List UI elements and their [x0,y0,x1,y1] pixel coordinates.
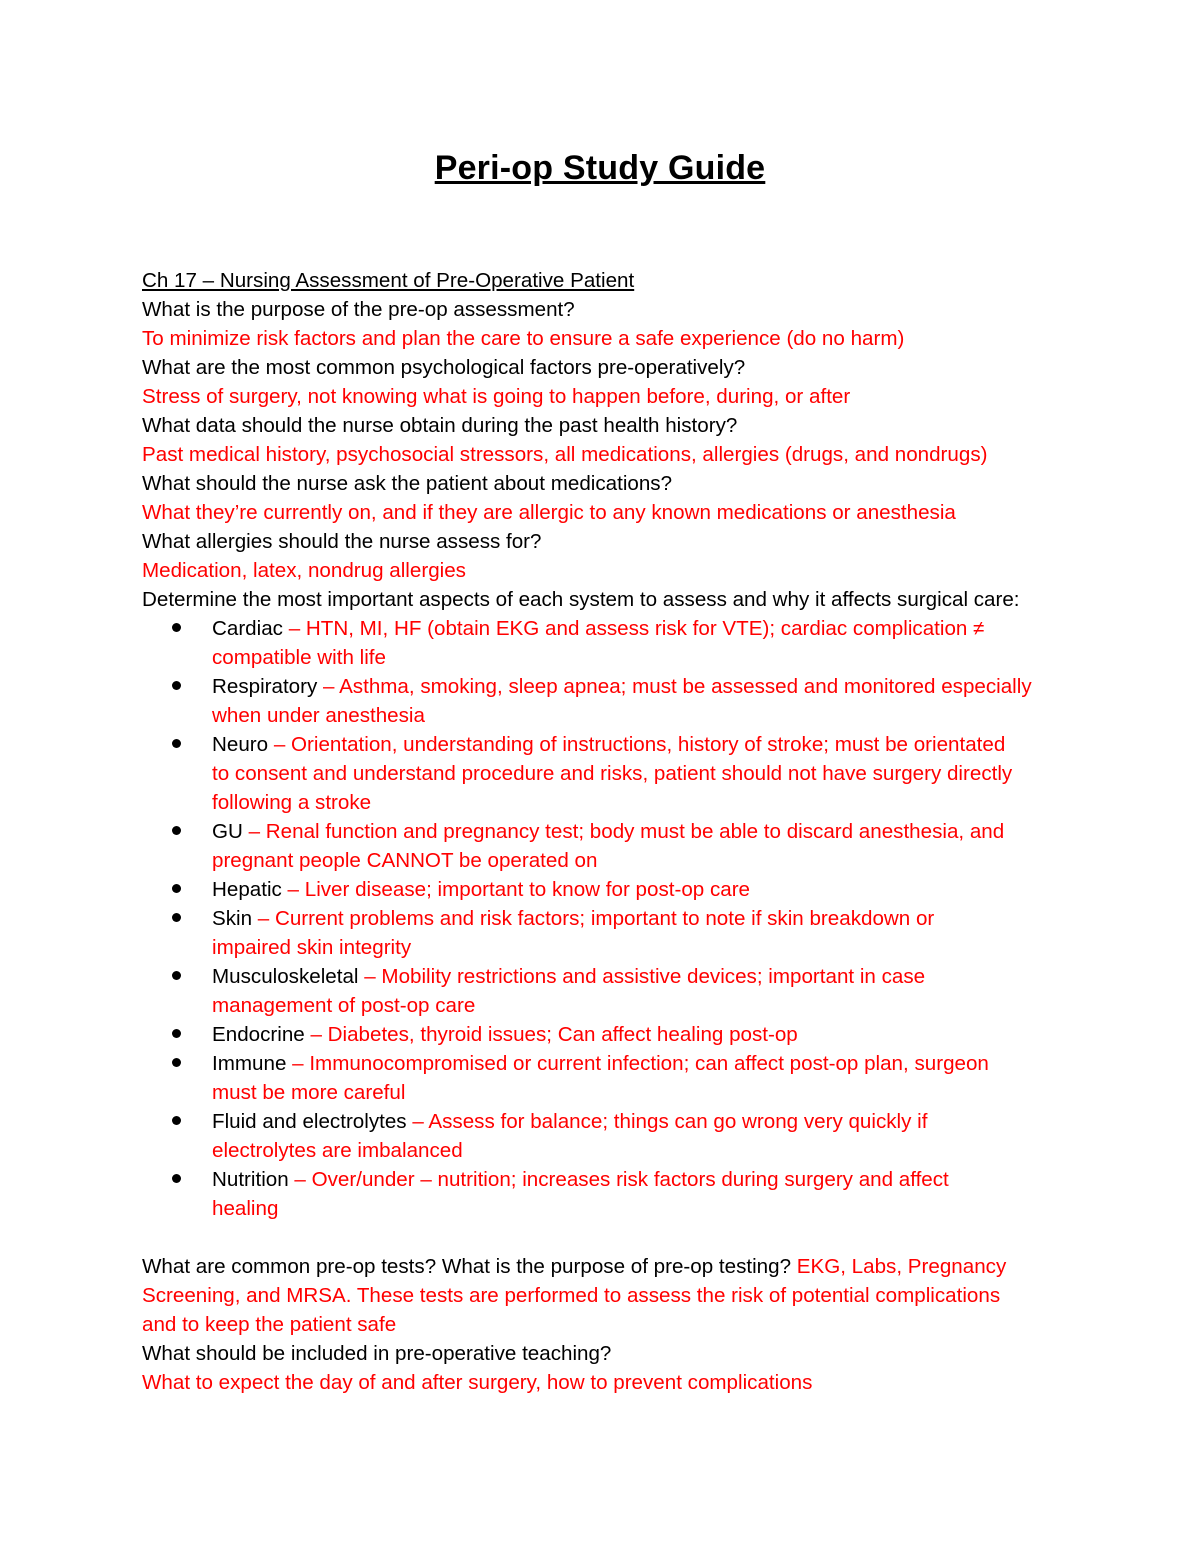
question-text: What should the nurse ask the patient about medications? [142,472,673,495]
system-label: Neuro [212,733,269,756]
system-dash: – [282,617,306,640]
system-dash: – [358,965,382,988]
bullet-icon [172,739,181,748]
document-body [142,266,1072,1397]
tests-answer: Screening, and MRSA. These tests are performed to assess the risk of potential complications [142,1284,1001,1307]
system-detail: Mobility restrictions and assistive devices; important in case [381,965,926,988]
system-label: Respiratory [212,675,318,698]
system-detail: must be more careful [212,1081,406,1104]
qa-list [142,295,1072,585]
system-detail: when under anesthesia [212,704,425,727]
tests-answer: EKG, Labs, Pregnancy [796,1255,1007,1278]
bullet-icon [172,826,181,835]
system-detail: Immunocompromised or current infection; can affect post-op plan, surgeon [309,1052,989,1075]
teaching-answer: What to expect the day of and after surgery, how to prevent complications [142,1371,813,1394]
system-detail: to consent and understand procedure and risks, patient should not have surgery directly [212,762,1013,785]
answer-text: What they’re currently on, and if they are allergic to any known medications or anesthesia [142,501,956,524]
chapter-heading: Ch 17 – Nursing Assessment of Pre-Operative Patient [142,269,635,292]
system-detail: impaired skin integrity [212,936,412,959]
system-detail: compatible with life [212,646,386,669]
document-title: Peri-op Study Guide [434,149,766,187]
tests-answer: and to keep the patient safe [142,1313,397,1336]
system-label: Hepatic [212,878,282,901]
bullet-icon [172,1029,181,1038]
system-label: Fluid and electrolytes [212,1110,407,1133]
system-dash: – [268,733,291,756]
tests-section [142,1252,1072,1339]
bullet-icon [172,913,181,922]
bullet-icon [172,1058,181,1067]
system-item-respiratory [142,672,1072,730]
question-text: What data should the nurse obtain during the past health history? [142,414,738,437]
system-item-gu [142,817,1072,875]
answer-text: Past medical history, psychosocial stressors, all medications, allergies (drugs, and nondrugs) [142,443,988,466]
answer-text: To minimize risk factors and plan the care to ensure a safe experience (do no harm) [142,327,905,350]
systems-prompt: Determine the most important aspects of each system to assess and why it affects surgical care: [142,588,1020,611]
system-item-hepatic [142,875,1072,904]
system-label: Cardiac [212,617,283,640]
answer-text: Stress of surgery, not knowing what is going to happen before, during, or after [142,385,851,408]
teaching-question: What should be included in pre-operative teaching? [142,1342,612,1365]
bullet-icon [172,1174,181,1183]
system-detail: healing [212,1197,279,1220]
system-detail: management of post-op care [212,994,476,1017]
bullet-icon [172,681,181,690]
question-text: What allergies should the nurse assess for? [142,530,542,553]
system-dash: – [242,820,266,843]
bullet-icon [172,623,181,632]
bullet-icon [172,971,181,980]
system-dash: – [286,1052,310,1075]
system-detail: Diabetes, thyroid issues; Can affect healing post-op [327,1023,798,1046]
system-item-neuro [142,730,1072,817]
question-text: What are the most common psychological factors pre-operatively? [142,356,746,379]
system-label: Skin [212,907,253,930]
system-detail: Liver disease; important to know for post-op care [304,878,751,901]
system-label: Musculoskeletal [212,965,359,988]
system-dash: – [317,675,340,698]
system-detail: Over/under – nutrition; increases risk factors during surgery and affect [311,1168,949,1191]
system-label: Immune [212,1052,287,1075]
system-dash: – [281,878,305,901]
paragraph-spacer [142,1223,1072,1252]
bullet-icon [172,884,181,893]
system-item-nutrition [142,1165,1072,1223]
systems-bullet-list [142,614,1072,1223]
system-item-cardiac [142,614,1072,672]
system-item-fluid-electrolytes [142,1107,1072,1165]
system-label: GU [212,820,243,843]
system-detail: Asthma, smoking, sleep apnea; must be assessed and monitored especially [339,675,1032,698]
answer-text: Medication, latex, nondrug allergies [142,559,466,582]
system-detail: electrolytes are imbalanced [212,1139,463,1162]
system-dash: – [304,1023,328,1046]
system-detail: Orientation, understanding of instructions, history of stroke; must be orientated [291,733,1006,756]
system-detail: pregnant people CANNOT be operated on [212,849,598,872]
system-label: Endocrine [212,1023,305,1046]
system-dash: – [406,1110,429,1133]
system-item-musculoskeletal [142,962,1072,1020]
bullet-icon [172,1116,181,1125]
tests-question: What are common pre-op tests? What is the purpose of pre-op testing? [142,1255,797,1278]
system-item-immune [142,1049,1072,1107]
system-detail: Assess for balance; things can go wrong very quickly if [428,1110,928,1133]
system-detail: HTN, MI, HF (obtain EKG and assess risk for VTE); cardiac complication ≠ [305,617,985,640]
system-item-skin [142,904,1072,962]
system-item-endocrine [142,1020,1072,1049]
system-detail: following a stroke [212,791,372,814]
teaching-section [142,1339,1072,1397]
question-text: What is the purpose of the pre-op assessment? [142,298,575,321]
system-dash: – [288,1168,312,1191]
system-detail: Current problems and risk factors; important to note if skin breakdown or [274,907,935,930]
system-dash: – [252,907,275,930]
system-detail: Renal function and pregnancy test; body must be able to discard anesthesia, and [265,820,1005,843]
system-label: Nutrition [212,1168,289,1191]
